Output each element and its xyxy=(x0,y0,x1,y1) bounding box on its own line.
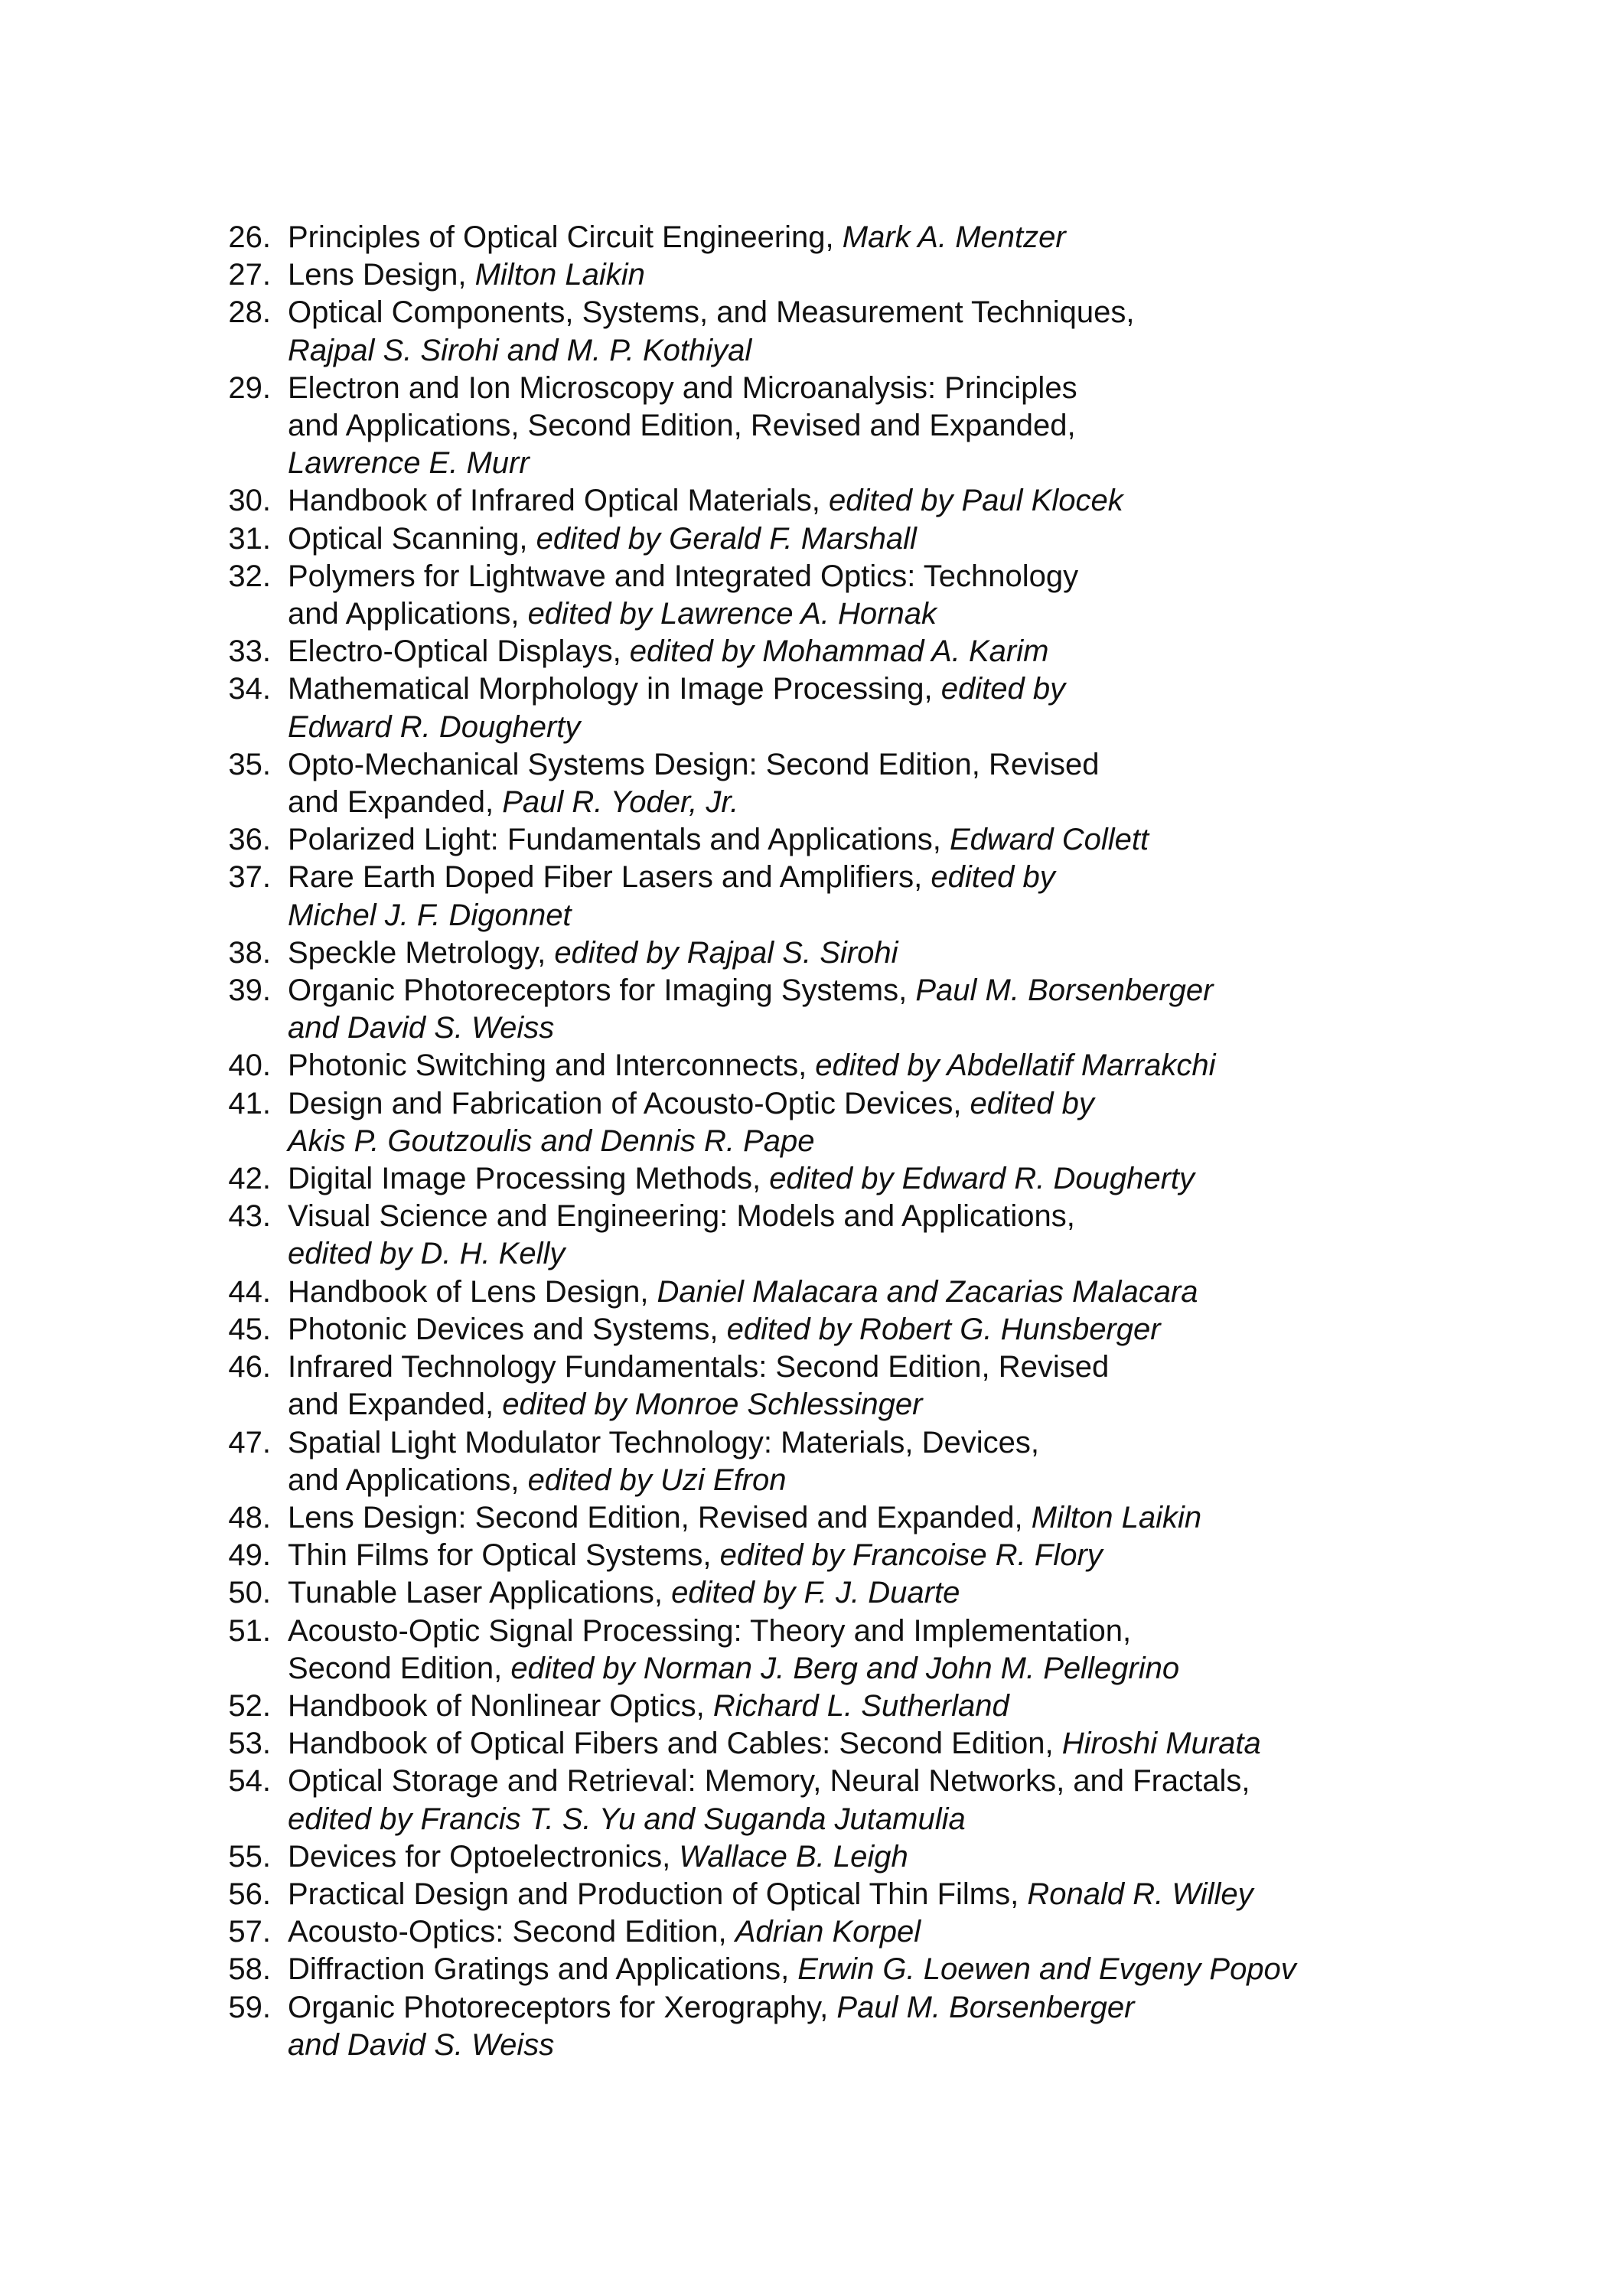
entry-title: Diffraction Gratings and Applications, xyxy=(288,1952,798,1987)
entry-line xyxy=(288,1462,1561,1499)
entry-author: edited by Gerald F. Marshall xyxy=(536,521,917,556)
entry-body xyxy=(288,1311,1561,1349)
entry-line xyxy=(288,1650,1561,1688)
entry-title: Rare Earth Doped Fiber Lasers and Amplifiers, xyxy=(288,860,931,895)
entry-title: Photonic Devices and Systems, xyxy=(288,1312,727,1346)
entry-title: Principles of Optical Circuit Engineering, xyxy=(288,220,843,254)
series-entry xyxy=(214,1876,1561,1913)
entry-number: 49. xyxy=(228,1538,271,1573)
series-entry xyxy=(214,1085,1561,1160)
entry-line xyxy=(288,1913,1561,1951)
series-entry xyxy=(214,1725,1561,1763)
entry-author: Milton Laikin xyxy=(474,258,645,292)
entry-title: and Expanded, xyxy=(288,785,503,820)
entry-author: edited by Francoise R. Flory xyxy=(719,1538,1103,1573)
entry-author: edited by D. H. Kelly xyxy=(288,1237,566,1271)
series-entry xyxy=(214,482,1561,520)
entry-number: 55. xyxy=(228,1839,271,1874)
series-entry xyxy=(214,256,1561,294)
entry-title: Organic Photoreceptors for Imaging Systems, xyxy=(288,974,916,1008)
entry-author: Paul M. Borsenberger xyxy=(915,974,1214,1008)
entry-body xyxy=(288,859,1561,934)
entry-author: edited by xyxy=(970,1086,1094,1120)
entry-body xyxy=(288,1913,1561,1951)
entry-line xyxy=(288,407,1561,445)
entry-body xyxy=(288,1613,1561,1688)
entry-number: 32. xyxy=(228,559,271,593)
entry-body xyxy=(288,1085,1561,1160)
entry-line xyxy=(288,1198,1561,1235)
entry-line xyxy=(288,670,1561,708)
entry-author: edited by Mohammad A. Karim xyxy=(629,634,1049,669)
entry-title: Speckle Metrology, xyxy=(288,935,555,970)
entry-line xyxy=(288,784,1561,821)
entry-author: edited by Paul Klocek xyxy=(829,484,1123,518)
series-entry xyxy=(214,1198,1561,1273)
entry-title: Spatial Light Modulator Technology: Materials, Devices, xyxy=(288,1425,1039,1459)
entry-body xyxy=(288,294,1561,369)
entry-author: Paul M. Borsenberger xyxy=(836,1990,1135,2024)
entry-body xyxy=(288,633,1561,670)
entry-title: and Expanded, xyxy=(288,1388,503,1422)
entry-body xyxy=(288,219,1561,256)
entry-title: Polymers for Lightwave and Integrated Optics: Technology xyxy=(288,559,1079,593)
entry-title: Polarized Light: Fundamentals and Applications, xyxy=(288,823,950,857)
entry-line xyxy=(288,1311,1561,1349)
entry-author: Mark A. Mentzer xyxy=(842,220,1066,254)
series-entry xyxy=(214,1613,1561,1688)
entry-title: Photonic Switching and Interconnects, xyxy=(288,1049,816,1083)
entry-title: Infrared Technology Fundamentals: Second Edition, Revised xyxy=(288,1350,1110,1384)
entry-number: 37. xyxy=(228,860,271,895)
series-entry xyxy=(214,1311,1561,1349)
entry-author: Erwin G. Loewen and Evgeny Popov xyxy=(797,1952,1296,1987)
entry-line xyxy=(288,709,1561,746)
entry-title: Organic Photoreceptors for Xerography, xyxy=(288,1990,837,2024)
entry-author: edited by Edward R. Dougherty xyxy=(769,1162,1195,1196)
entry-number: 47. xyxy=(228,1425,271,1459)
entry-line xyxy=(288,1047,1561,1084)
entry-line xyxy=(288,1951,1561,1988)
series-entry xyxy=(214,1499,1561,1537)
entry-number: 31. xyxy=(228,521,271,556)
entry-author: edited by xyxy=(931,860,1055,895)
entry-number: 27. xyxy=(228,258,271,292)
entry-body xyxy=(288,1688,1561,1725)
entry-line xyxy=(288,1499,1561,1537)
entry-line xyxy=(288,445,1561,482)
entry-body xyxy=(288,1574,1561,1612)
entry-number: 44. xyxy=(228,1274,271,1309)
entry-number: 50. xyxy=(228,1576,271,1610)
series-entry xyxy=(214,1160,1561,1198)
entry-line xyxy=(288,1763,1561,1800)
entry-author: Milton Laikin xyxy=(1031,1500,1202,1534)
entry-author: edited by Robert G. Hunsberger xyxy=(726,1312,1161,1346)
entry-number: 30. xyxy=(228,484,271,518)
entry-body xyxy=(288,1763,1561,1838)
entry-title: Tunable Laser Applications, xyxy=(288,1576,672,1610)
entry-author: edited by Abdellatif Marrakchi xyxy=(815,1049,1216,1083)
series-entry xyxy=(214,934,1561,972)
entry-title: Thin Films for Optical Systems, xyxy=(288,1538,720,1573)
series-entry xyxy=(214,1989,1561,2064)
entry-body xyxy=(288,972,1561,1047)
entry-title: Handbook of Infrared Optical Materials, xyxy=(288,484,830,518)
entry-number: 39. xyxy=(228,974,271,1008)
entry-title: Electro-Optical Displays, xyxy=(288,634,630,669)
entry-line xyxy=(288,1838,1561,1876)
entry-number: 42. xyxy=(228,1162,271,1196)
entry-title: Optical Storage and Retrieval: Memory, Neural Networks, and Fractals, xyxy=(288,1764,1250,1799)
entry-number: 33. xyxy=(228,634,271,669)
entry-body xyxy=(288,670,1561,745)
entry-author: Paul R. Yoder, Jr. xyxy=(502,785,739,820)
entry-title: Lens Design, xyxy=(288,258,475,292)
entry-title: Handbook of Lens Design, xyxy=(288,1274,657,1309)
entry-author: edited by xyxy=(940,672,1066,706)
entry-line xyxy=(288,897,1561,934)
entry-body xyxy=(288,1838,1561,1876)
series-entry xyxy=(214,219,1561,256)
entry-title: Handbook of Nonlinear Optics, xyxy=(288,1688,713,1723)
entry-title: Devices for Optoelectronics, xyxy=(288,1839,680,1874)
series-entry xyxy=(214,1763,1561,1838)
entry-author: edited by Rajpal S. Sirohi xyxy=(554,935,898,970)
entry-body xyxy=(288,558,1561,633)
entry-body xyxy=(288,1047,1561,1084)
entry-author: Richard L. Sutherland xyxy=(712,1688,1009,1723)
entry-line xyxy=(288,1160,1561,1198)
entry-line xyxy=(288,595,1561,633)
series-entry xyxy=(214,520,1561,558)
entry-author: Akis P. Goutzoulis and Dennis R. Pape xyxy=(288,1124,815,1158)
entry-title: Mathematical Morphology in Image Processing, xyxy=(288,672,941,706)
entry-author: Rajpal S. Sirohi and M. P. Kothiyal xyxy=(288,333,752,367)
entry-body xyxy=(288,1160,1561,1198)
entry-title: Optical Scanning, xyxy=(288,521,536,556)
entry-line xyxy=(288,558,1561,595)
entry-line xyxy=(288,219,1561,256)
entry-author: Lawrence E. Murr xyxy=(288,446,530,481)
entry-title: Acousto-Optic Signal Processing: Theory and Implementation, xyxy=(288,1613,1132,1648)
entry-body xyxy=(288,1424,1561,1499)
entry-title: Acousto-Optics: Second Edition, xyxy=(288,1915,735,1949)
entry-title: and Applications, xyxy=(288,1463,528,1497)
entry-title: Practical Design and Production of Optical Thin Films, xyxy=(288,1877,1028,1911)
entry-line xyxy=(288,1688,1561,1725)
series-entry xyxy=(214,633,1561,670)
entry-line xyxy=(288,332,1561,370)
entry-line xyxy=(288,1989,1561,2027)
entry-number: 41. xyxy=(228,1086,271,1120)
series-entry xyxy=(214,1424,1561,1499)
entry-number: 58. xyxy=(228,1952,271,1987)
entry-body xyxy=(288,1876,1561,1913)
entry-author: Edward Collett xyxy=(949,823,1149,857)
entry-author: Hiroshi Murata xyxy=(1061,1727,1261,1761)
entry-line xyxy=(288,370,1561,407)
entry-line xyxy=(288,1235,1561,1273)
series-entry xyxy=(214,972,1561,1047)
entry-body xyxy=(288,1198,1561,1273)
entry-line xyxy=(288,1274,1561,1311)
entry-author: and David S. Weiss xyxy=(288,2027,555,2062)
entry-number: 38. xyxy=(228,935,271,970)
series-entry xyxy=(214,558,1561,633)
series-list xyxy=(214,219,1561,2064)
entry-body xyxy=(288,746,1561,821)
entry-author: edited by Uzi Efron xyxy=(527,1463,787,1497)
entry-body xyxy=(288,256,1561,294)
entry-number: 59. xyxy=(228,1990,271,2024)
entry-line xyxy=(288,1725,1561,1763)
entry-title: Second Edition, xyxy=(288,1651,511,1685)
entry-title: Digital Image Processing Methods, xyxy=(288,1162,770,1196)
entry-line xyxy=(288,1386,1561,1424)
series-entry xyxy=(214,1574,1561,1612)
entry-number: 48. xyxy=(228,1500,271,1534)
entry-line xyxy=(288,1537,1561,1574)
entry-author: Adrian Korpel xyxy=(735,1915,921,1949)
entry-title: Electron and Ion Microscopy and Microanalysis: Principles xyxy=(288,370,1077,405)
series-entry xyxy=(214,1951,1561,1988)
entry-number: 35. xyxy=(228,747,271,781)
entry-author: edited by Francis T. S. Yu and Suganda Jutamulia xyxy=(288,1802,966,1836)
series-entry xyxy=(214,670,1561,745)
entry-line xyxy=(288,1349,1561,1386)
entry-author: edited by Norman J. Berg and John M. Pellegrino xyxy=(510,1651,1180,1685)
series-entry xyxy=(214,1913,1561,1951)
entry-body xyxy=(288,821,1561,859)
entry-body xyxy=(288,370,1561,483)
entry-body xyxy=(288,1989,1561,2064)
entry-author: Ronald R. Willey xyxy=(1027,1877,1253,1911)
series-entry xyxy=(214,1688,1561,1725)
entry-number: 57. xyxy=(228,1915,271,1949)
entry-number: 34. xyxy=(228,672,271,706)
entry-author: Daniel Malacara and Zacarias Malacara xyxy=(657,1274,1198,1309)
entry-author: edited by F. J. Duarte xyxy=(671,1576,960,1610)
entry-line xyxy=(288,821,1561,859)
entry-line xyxy=(288,294,1561,331)
series-entry xyxy=(214,370,1561,483)
entry-number: 26. xyxy=(228,220,271,254)
entry-number: 28. xyxy=(228,295,271,330)
entry-title: Opto-Mechanical Systems Design: Second Edition, Revised xyxy=(288,747,1100,781)
series-entry xyxy=(214,1349,1561,1424)
entry-number: 40. xyxy=(228,1049,271,1083)
series-entry xyxy=(214,294,1561,369)
entry-line xyxy=(288,1009,1561,1047)
entry-title: and Applications, xyxy=(288,597,528,631)
entry-line xyxy=(288,256,1561,294)
entry-line xyxy=(288,1801,1561,1838)
entry-number: 53. xyxy=(228,1727,271,1761)
series-entry xyxy=(214,1838,1561,1876)
entry-line xyxy=(288,859,1561,896)
entry-line xyxy=(288,1085,1561,1123)
entry-number: 46. xyxy=(228,1350,271,1384)
entry-author: edited by Monroe Schlessinger xyxy=(502,1388,923,1422)
entry-number: 51. xyxy=(228,1613,271,1648)
series-entry xyxy=(214,1047,1561,1084)
entry-line xyxy=(288,633,1561,670)
entry-author: edited by Lawrence A. Hornak xyxy=(527,597,937,631)
entry-number: 56. xyxy=(228,1877,271,1911)
series-entry xyxy=(214,821,1561,859)
entry-title: Handbook of Optical Fibers and Cables: Second Edition, xyxy=(288,1727,1062,1761)
series-entry xyxy=(214,746,1561,821)
entry-body xyxy=(288,1274,1561,1311)
entry-body xyxy=(288,1725,1561,1763)
entry-line xyxy=(288,934,1561,972)
series-entry xyxy=(214,859,1561,934)
entry-body xyxy=(288,520,1561,558)
entry-number: 43. xyxy=(228,1199,271,1234)
entry-body xyxy=(288,482,1561,520)
entry-line xyxy=(288,1424,1561,1462)
entry-title: Design and Fabrication of Acousto-Optic Devices, xyxy=(288,1086,970,1120)
entry-title: Optical Components, Systems, and Measurement Techniques, xyxy=(288,295,1135,330)
entry-title: Lens Design: Second Edition, Revised and Expanded, xyxy=(288,1500,1032,1534)
entry-line xyxy=(288,2027,1561,2064)
entry-number: 52. xyxy=(228,1688,271,1723)
entry-body xyxy=(288,1499,1561,1537)
entry-author: Edward R. Dougherty xyxy=(288,709,581,744)
entry-title: Visual Science and Engineering: Models and Applications, xyxy=(288,1199,1075,1234)
entry-author: Michel J. F. Digonnet xyxy=(288,898,572,932)
entry-author: Wallace B. Leigh xyxy=(679,1839,908,1874)
series-entry xyxy=(214,1274,1561,1311)
entry-body xyxy=(288,1537,1561,1574)
entry-number: 29. xyxy=(228,370,271,405)
entry-line xyxy=(288,972,1561,1009)
entry-body xyxy=(288,1951,1561,1988)
entry-number: 45. xyxy=(228,1312,271,1346)
entry-body xyxy=(288,934,1561,972)
entry-line xyxy=(288,1574,1561,1612)
entry-number: 54. xyxy=(228,1764,271,1799)
entry-line xyxy=(288,482,1561,520)
entry-line xyxy=(288,1613,1561,1650)
entry-line xyxy=(288,1123,1561,1160)
entry-line xyxy=(288,1876,1561,1913)
entry-line xyxy=(288,746,1561,784)
entry-author: and David S. Weiss xyxy=(288,1011,555,1045)
entry-number: 36. xyxy=(228,823,271,857)
series-entry xyxy=(214,1537,1561,1574)
entry-title: and Applications, Second Edition, Revised and Expanded, xyxy=(288,409,1076,443)
entry-line xyxy=(288,520,1561,558)
entry-body xyxy=(288,1349,1561,1424)
